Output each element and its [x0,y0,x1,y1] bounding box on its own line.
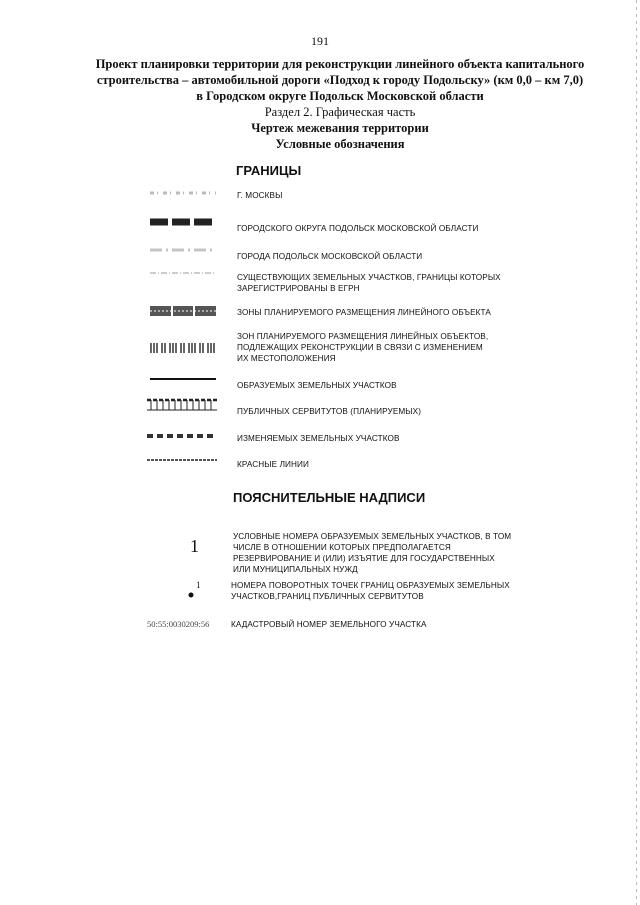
reconstruction-zone-symbol [148,341,218,355]
city-boundary-symbol [148,244,218,256]
servitude-symbol [145,396,221,414]
legend-label-reconstruction-zone [237,331,488,364]
legend-label-formed-plots: ОБРАЗУЕМЫХ ЗЕМЕЛЬНЫХ УЧАСТКОВ [237,381,397,390]
legend-label-plot-numbers-line1: УСЛОВНЫЕ НОМЕРА ОБРАЗУЕМЫХ ЗЕМЕЛЬНЫХ УЧАСТКОВ, В ТОМ [233,532,512,541]
changed-plots-symbol [145,431,221,441]
legend-label-plot-numbers-line3: РЕЗЕРВИРОВАНИЕ И (ИЛИ) ИЗЪЯТИЕ ДЛЯ ГОСУДАРСТВЕННЫХ [233,554,495,563]
turning-point-dot [186,590,196,600]
moscow-boundary-symbol [148,187,218,199]
legend-label-servitude: ПУБЛИЧНЫХ СЕРВИТУТОВ (ПЛАНИРУЕМЫХ) [237,407,422,416]
legend-label-cadastral-number: КАДАСТРОВЫЙ НОМЕР ЗЕМЕЛЬНОГО УЧАСТКА [231,620,427,629]
drawing-title: Чертеж межевания территории [251,121,429,135]
section-title: Раздел 2. Графическая часть [264,105,416,119]
legend-label-city: ГОРОДА ПОДОЛЬСК МОСКОВСКОЙ ОБЛАСТИ [237,252,423,261]
legend-label-turning-points [231,580,510,602]
legend-label-turning-points-line1: НОМЕРА ПОВОРОТНЫХ ТОЧЕК ГРАНИЦ ОБРАЗУЕМЫХ ЗЕМЕЛЬНЫХ [231,581,510,590]
legend-label-existing-plots-line1: СУЩЕСТВУЮЩИХ ЗЕМЕЛЬНЫХ УЧАСТКОВ, ГРАНИЦЫ КОТОРЫХ [237,273,501,282]
legend-label-plot-numbers [233,531,511,575]
title-line-1: Проект планировки территории для реконструкции линейного объекта капитального [95,57,585,71]
district-boundary-symbol [148,216,218,228]
title-line-2: строительства – автомобильной дороги «Подход к городу Подольску» (км 0,0 – км 7,0) [96,73,584,87]
document-title [60,56,620,152]
legend-label-plot-numbers-line4: ИЛИ МУНИЦИПАЛЬНЫХ НУЖД [233,565,358,574]
legend-label-turning-points-line2: УЧАСТКОВ,ГРАНИЦ ПУБЛИЧНЫХ СЕРВИТУТОВ [231,592,424,601]
legend-label-existing-plots-line2: ЗАРЕГИСТРИРОВАНЫ В ЕГРН [237,284,360,293]
red-lines-symbol [145,455,221,465]
explanatory-heading: ПОЯСНИТЕЛЬНЫЕ НАДПИСИ [233,490,426,505]
legend-label-moscow: Г. МОСКВЫ [237,191,283,200]
legend-label-reconstruction-zone-line1: ЗОН ПЛАНИРУЕМОГО РАЗМЕЩЕНИЯ ЛИНЕЙНЫХ ОБЪЕКТОВ, [237,332,489,341]
page-number: 191 [311,34,329,48]
legend-title: Условные обозначения [275,137,405,151]
title-line-3: в Городском округе Подольск Московской области [196,89,484,103]
boundaries-heading: ГРАНИЦЫ [236,163,302,178]
legend-label-plot-numbers-line2: ЧИСЛЕ В ОТНОШЕНИИ КОТОРЫХ ПРЕДПОЛАГАЕТСЯ [233,543,451,552]
scan-edge-line [636,0,637,905]
legend-label-changed-plots: ИЗМЕНЯЕМЫХ ЗЕМЕЛЬНЫХ УЧАСТКОВ [237,434,400,443]
planned-zone-symbol [148,304,218,318]
cadastral-number-symbol: 50:55:0030209:56 [147,619,210,629]
legend-label-district: ГОРОДСКОГО ОКРУГА ПОДОЛЬСК МОСКОВСКОЙ ОБЛАСТИ [237,224,479,233]
turning-point-symbol: 1 [196,580,201,590]
existing-plots-symbol [148,268,218,278]
legend-label-reconstruction-zone-line2: ПОДЛЕЖАЩИХ РЕКОНСТРУКЦИИ В СВЯЗИ С ИЗМЕНЕНИЕМ [237,343,483,352]
legend-label-planned-zone: ЗОНЫ ПЛАНИРУЕМОГО РАЗМЕЩЕНИЯ ЛИНЕЙНОГО ОБЪЕКТА [237,308,491,317]
legend-label-reconstruction-zone-line3: ИХ МЕСТОПОЛОЖЕНИЯ [237,354,336,363]
plot-number-symbol: 1 [190,536,199,556]
formed-plots-symbol [148,374,218,384]
legend-label-existing-plots [237,272,501,294]
legend-label-red-lines: КРАСНЫЕ ЛИНИИ [237,460,310,469]
